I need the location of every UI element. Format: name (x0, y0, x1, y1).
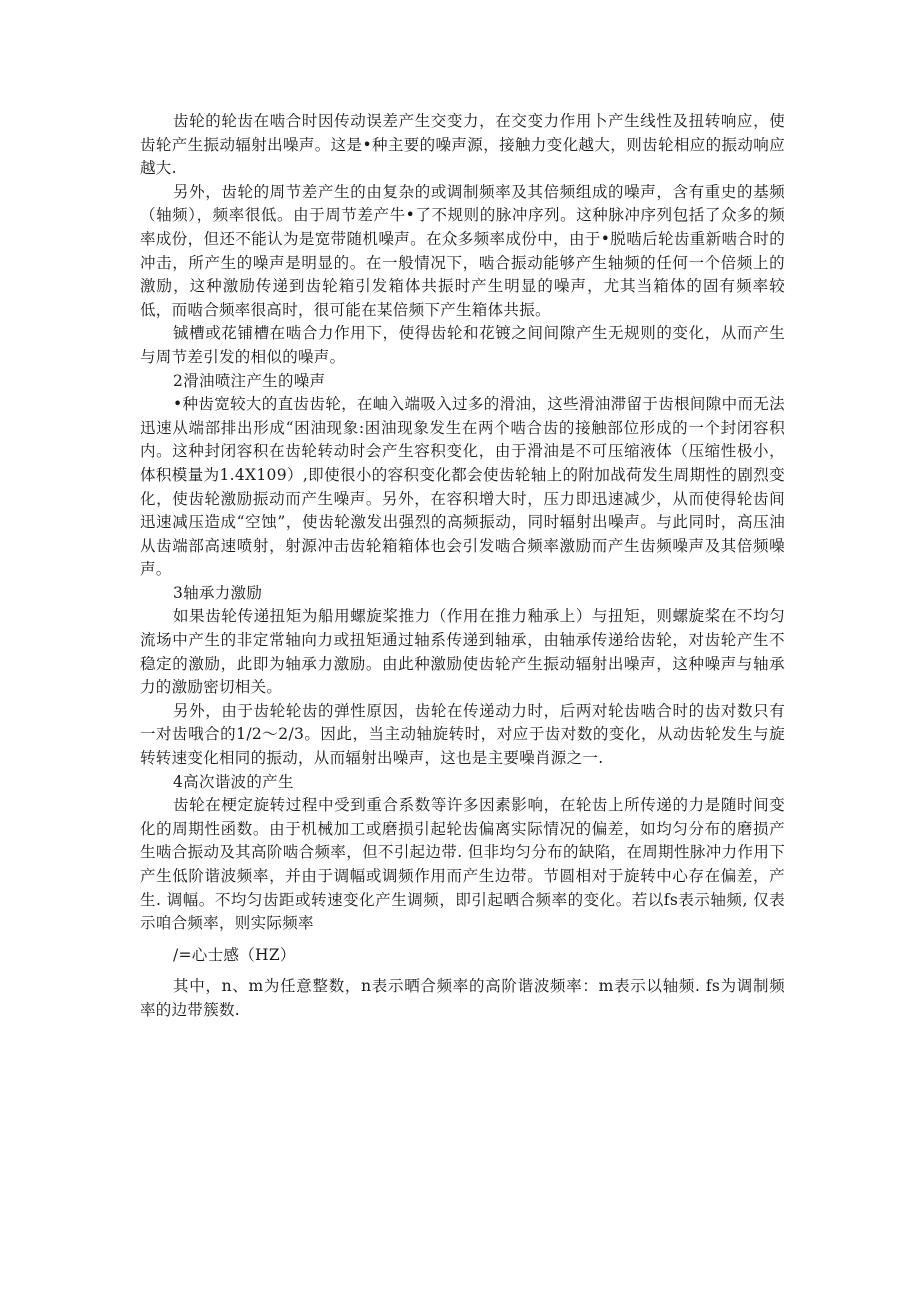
paragraph-tooth-elasticity: 另外，由于齿轮轮齿的弹性原因，齿轮在传递动力时，后两对轮齿啮合时的齿对数只有一对齿哦合的1/2〜2/3。因此，当主动轴旋转时，对应于齿对数的变化，从动齿轮发生与旋转转速变化相同的振动，从而辐射出噪声，这也是主要噪肖源之一. (140, 701, 785, 768)
section-heading-oil-injection: 2滑油喷注产生的噪声 (173, 371, 326, 390)
paragraph-formula-explanation: 其中，n、m为任意整数，n表示晒合频率的高阶谐波频率：m表示以轴频. fs为调制频率的边带簇数. (140, 977, 785, 1019)
paragraph-trapped-oil: •种齿宽较大的直齿齿轮，在岫入端吸入过多的滑油，这些滑油滞留于齿根间隙中而无法迅速从端部排出形成“困油现象:困油现象发生在两个啮合齿的接触部位形成的一个封闭容积内。这种封闭容积在齿轮转动时会产生容积变化，由于滑油是不可压缩液体（压缩性极小，体积模量为1.4X109）,即使很小的容积变化都会使齿轮轴上的附加战荷发生周期性的剧烈变化，使齿轮激励振动而产生噪声。另外，在容积增大时，压力即迅速减少，从而使得轮齿间迅速减压造成“空蚀”，使齿轮激发出强烈的高频振动，同时辐射出噪声。与此同时，高压油从齿端部高速喷射，射源冲击齿轮箱箱体也会引发啮合频率激励而产生齿频噪声及其倍频噪声。 (140, 395, 785, 579)
document-page (140, 110, 785, 1023)
section-heading-bearing-force: 3轴承力激励 (173, 583, 263, 602)
section-heading-harmonics: 4高次谐波的产生 (173, 772, 294, 791)
paragraph-pitch-error: 另外，齿轮的周节差产生的由复杂的或调制频率及其倍频组成的噪声，含有重史的基频（轴频），频率很低。由于周节差产牛•了不规则的脉冲序列。这种脉冲序列包括了众多的频率成份，但还不能认为是宽带随机噪声。在众多频率成份中，由于•脱啮后轮齿重新啮合时的冲击，所产生的噪声是明显的。在一般情况下，啮合振动能够产生轴频的任何一个倍频上的激励，这种激励传递到齿轮箱引发箱体共振时产生明显的噪声，尤其当箱体的固有频率较低，而啮合频率很高时，很可能在某倍频下产生箱体共振。 (140, 182, 785, 319)
paragraph-harmonic-generation: 齿轮在梗定旋转过程中受到重合系数等许多因素影响，在轮齿上所传递的力是随时间变化的周期性函数。由于机械加工或磨损引起轮齿偏离实际情况的偏差，如均匀分布的磨损产生啮合振动及其高阶啮合频率，但不引起边带. 但非均匀分布的缺陷，在周期性脉冲力作用下产生低阶谐波频率，并由于调幅或调频作用而产生边带。节圆相对于旋转中心存在偏差，产生. 调幅。不均匀齿距或转速变化产生调频，即引起晒合频率的变化。若以fs表示轴频, 仅表示咱合频率，则实际频率 (140, 796, 785, 933)
paragraph-gear-tooth-error: 齿轮的轮齿在啮合时因传动误差产生交变力，在交变力作用卜产生线性及扭转响应，使齿轮产生振动辐射出噪声。这是•种主要的噪声源，接触力变化越大，则齿轮相应的振动响应越大. (140, 112, 785, 178)
paragraph-spline-groove: 铖槽或花铺槽在啮合力作用下，使得齿轮和花镀之间间隙产生无规则的变化，从而产生与周节差引发的相似的噪声。 (140, 324, 785, 366)
paragraph-propeller-thrust: 如果齿轮传递扭矩为船用螺旋桨推力（作用在推力釉承上）与扭矩，则螺旋桨在不均匀流场中产生的非定常轴向力或扭矩通过轴系传递到轴承，由轴承传递给齿轮，对齿轮产生不稳定的激励，此即为轴承力激励。由此种激励使齿轮产生振动辐射出噪声，这种噪声与轴承力的激励密切相关。 (140, 607, 785, 697)
frequency-formula: /=心士感（HZ） (173, 945, 296, 964)
